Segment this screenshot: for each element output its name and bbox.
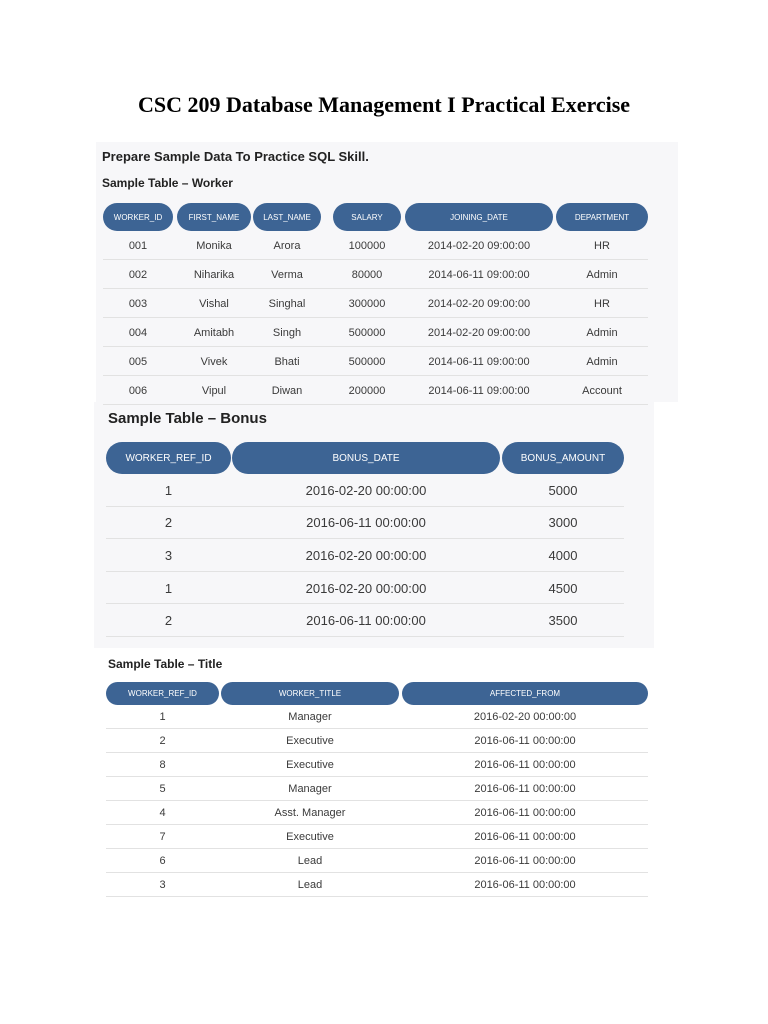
- title-table-cell: 7: [159, 831, 166, 843]
- worker-table-cell: Monika: [196, 239, 232, 252]
- bonus-column-header: BONUS_AMOUNT: [502, 442, 624, 474]
- worker-table-cell: HR: [594, 239, 610, 252]
- worker-table-cell: Admin: [586, 326, 618, 339]
- worker-table-cell: Niharika: [193, 268, 235, 281]
- worker-table-cell: Vipul: [201, 384, 227, 397]
- bonus-table-cell: 3500: [548, 613, 578, 629]
- worker-table-cell: 500000: [348, 355, 386, 368]
- title-table-cell: 2016-06-11 00:00:00: [474, 783, 576, 795]
- title-table-cell: Lead: [297, 879, 323, 891]
- title-table-cell: 2016-06-11 00:00:00: [474, 735, 576, 747]
- title-table-cell: 2: [159, 735, 166, 747]
- bonus-table-heading: Sample Table – Bonus: [108, 410, 267, 427]
- worker-table-cell: 004: [128, 326, 148, 339]
- title-table-cell: Manager: [288, 783, 332, 795]
- worker-column-header: FIRST_NAME: [177, 203, 251, 231]
- title-column-header: WORKER_TITLE: [221, 682, 399, 705]
- worker-table-cell: 2014-02-20 09:00:00: [427, 239, 531, 252]
- title-table-cell: 1: [159, 711, 166, 723]
- worker-table-cell: Diwan: [271, 384, 303, 397]
- worker-column-header: JOINING_DATE: [405, 203, 553, 231]
- title-table-cell: Executive: [286, 759, 334, 771]
- page-title: CSC 209 Database Management I Practical Exercise: [137, 92, 631, 117]
- title-table-cell: Asst. Manager: [274, 807, 346, 819]
- title-table-cell: 4: [159, 807, 166, 819]
- worker-column-header: LAST_NAME: [253, 203, 321, 231]
- title-table-cell: 8: [159, 759, 166, 771]
- worker-table-cell: 001: [128, 239, 148, 252]
- bonus-table-cell: 4500: [548, 580, 578, 596]
- bonus-table-cell: 2016-02-20 00:00:00: [305, 547, 427, 563]
- worker-table-cell: Verma: [271, 268, 303, 281]
- worker-table-cell: Arora: [273, 239, 301, 252]
- title-table-cell: 2016-06-11 00:00:00: [474, 831, 576, 843]
- title-table-cell: Executive: [286, 831, 334, 843]
- worker-table-cell: 500000: [348, 326, 386, 339]
- bonus-table-cell: 2016-06-11 00:00:00: [306, 515, 426, 531]
- title-table-cell: 2016-06-11 00:00:00: [474, 759, 576, 771]
- worker-table-cell: Singhal: [268, 297, 306, 310]
- bonus-column-header: BONUS_DATE: [232, 442, 500, 474]
- worker-table-cell: 2014-02-20 09:00:00: [427, 326, 531, 339]
- worker-table-heading: Sample Table – Worker: [102, 176, 233, 190]
- worker-table-cell: Admin: [586, 355, 618, 368]
- worker-table-cell: 003: [128, 297, 148, 310]
- bonus-table-cell: 2016-06-11 00:00:00: [306, 613, 426, 629]
- title-table-cell: 2016-06-11 00:00:00: [474, 879, 576, 891]
- title-table-cell: 2016-06-11 00:00:00: [474, 855, 576, 867]
- worker-table-cell: HR: [594, 297, 610, 310]
- bonus-table-cell: 1: [164, 482, 173, 498]
- worker-table-cell: 005: [128, 355, 148, 368]
- title-table-heading: Sample Table – Title: [108, 657, 223, 671]
- title-table-cell: 5: [159, 783, 166, 795]
- worker-table-cell: Bhati: [274, 355, 300, 368]
- worker-table-cell: 006: [128, 384, 148, 397]
- title-table-cell: 6: [159, 855, 166, 867]
- title-table-cell: Manager: [288, 711, 332, 723]
- title-table-cell: 2016-06-11 00:00:00: [474, 807, 576, 819]
- worker-column-header: SALARY: [333, 203, 401, 231]
- worker-table-cell: 002: [128, 268, 148, 281]
- title-column-header: AFFECTED_FROM: [402, 682, 648, 705]
- worker-table-cell: 2014-06-11 09:00:00: [428, 384, 530, 397]
- worker-table-cell: 300000: [348, 297, 386, 310]
- bonus-table-cell: 1: [164, 580, 173, 596]
- title-table-cell: Lead: [297, 855, 323, 867]
- worker-table-cell: 200000: [348, 384, 386, 397]
- bonus-column-header: WORKER_REF_ID: [106, 442, 231, 474]
- worker-table-cell: Singh: [272, 326, 302, 339]
- intro-text: Prepare Sample Data To Practice SQL Skill.: [102, 149, 369, 164]
- worker-column-header: WORKER_ID: [103, 203, 173, 231]
- bonus-table-cell: 4000: [548, 547, 578, 563]
- worker-table-cell: 2014-06-11 09:00:00: [428, 268, 530, 281]
- worker-table-cell: Amitabh: [193, 326, 235, 339]
- title-table-cell: Executive: [286, 735, 334, 747]
- worker-table-cell: 2014-02-20 09:00:00: [427, 297, 531, 310]
- bonus-table-cell: 3: [164, 547, 173, 563]
- worker-table-cell: 100000: [348, 239, 386, 252]
- worker-table-cell: Account: [582, 384, 622, 397]
- bonus-table-cell: 2016-02-20 00:00:00: [305, 482, 427, 498]
- worker-table-cell: Vishal: [199, 297, 229, 310]
- worker-column-header: DEPARTMENT: [556, 203, 648, 231]
- bonus-table-cell: 2: [164, 613, 173, 629]
- worker-table-cell: Vivek: [200, 355, 228, 368]
- worker-table-cell: 2014-06-11 09:00:00: [428, 355, 530, 368]
- worker-table-cell: Admin: [586, 268, 618, 281]
- worker-table-cell: 80000: [351, 268, 383, 281]
- title-column-header: WORKER_REF_ID: [106, 682, 219, 705]
- title-table-cell: 3: [159, 879, 166, 891]
- bonus-table-cell: 3000: [548, 515, 578, 531]
- bonus-table-cell: 5000: [548, 482, 578, 498]
- bonus-table-cell: 2: [164, 515, 173, 531]
- bonus-table-cell: 2016-02-20 00:00:00: [305, 580, 427, 596]
- title-table-cell: 2016-02-20 00:00:00: [473, 711, 577, 723]
